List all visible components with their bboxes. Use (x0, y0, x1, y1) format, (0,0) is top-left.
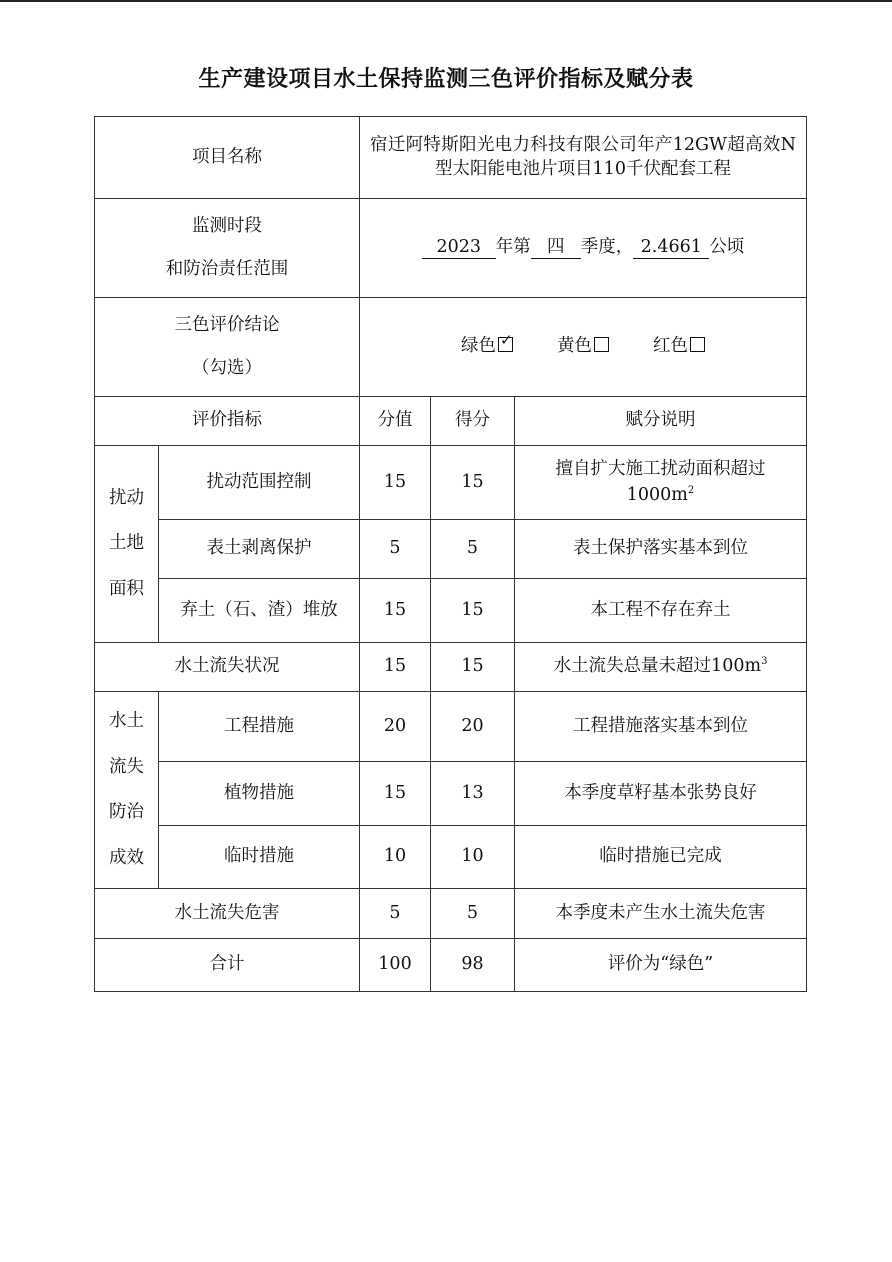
option-red-label: 红色 (653, 336, 688, 357)
conclusion-row (95, 298, 807, 397)
period-label (95, 199, 360, 298)
row-value: 5 (360, 889, 431, 939)
table-row (95, 446, 807, 520)
table-row (95, 692, 807, 762)
row-note (515, 446, 807, 520)
group-prevent-line: 水土 (109, 711, 144, 731)
row-name: 植物措施 (159, 762, 360, 826)
table-row (95, 643, 807, 692)
row-note: 临时措施已完成 (515, 826, 807, 889)
checkbox-green[interactable] (498, 331, 513, 352)
group-prevent-line: 防治 (109, 802, 144, 822)
header-indicator: 评价指标 (95, 397, 360, 446)
checkbox-red[interactable] (690, 337, 705, 352)
header-value: 分值 (360, 397, 431, 446)
group-disturb-label (95, 446, 159, 643)
option-yellow[interactable] (557, 334, 609, 359)
row-note: 本季度草籽基本张势良好 (515, 762, 807, 826)
row-note: 工程措施落实基本到位 (515, 692, 807, 762)
period-quarter: 四 (531, 238, 581, 258)
total-value: 100 (360, 939, 431, 992)
row-name: 水土流失危害 (95, 889, 360, 939)
table-row (95, 520, 807, 579)
row-name: 表土剥离保护 (159, 520, 360, 579)
row-note: 本季度未产生水土流失危害 (515, 889, 807, 939)
row-name: 扰动范围控制 (159, 446, 360, 520)
row-value: 20 (360, 692, 431, 762)
period-label-line2: 和防治责任范围 (165, 259, 289, 279)
period-value (360, 199, 807, 298)
group-prevent-label (95, 692, 159, 889)
table-row (95, 889, 807, 939)
row-value: 15 (360, 762, 431, 826)
group-disturb-line: 土地 (109, 533, 144, 554)
conclusion-label (95, 298, 360, 397)
group-disturb-line: 扰动 (109, 487, 144, 508)
page-title: 生产建设项目水土保持监测三色评价指标及赋分表 (198, 67, 694, 92)
conclusion-options (360, 298, 807, 397)
project-name: 宿迁阿特斯阳光电力科技有限公司年产12GW超高效N型太阳能电池片项目110千伏配套工程 (360, 117, 807, 199)
period-area-unit: 公顷 (709, 237, 745, 258)
total-score: 98 (431, 939, 515, 992)
period-label-line1: 监测时段 (192, 215, 262, 236)
checkbox-yellow[interactable] (594, 337, 609, 352)
row-note: 本工程不存在弃土 (515, 579, 807, 643)
period-quarter-suffix: 季度， (580, 237, 634, 258)
period-row (95, 199, 807, 298)
row-name: 工程措施 (159, 692, 360, 762)
group-disturb-line: 面积 (109, 578, 144, 599)
period-year-suffix: 年第 (495, 237, 531, 258)
total-note: 评价为“绿色” (515, 939, 807, 992)
row-value: 15 (360, 643, 431, 692)
row-score: 5 (431, 520, 515, 579)
row-score: 20 (431, 692, 515, 762)
total-label: 合计 (95, 939, 360, 992)
table-header-row (95, 397, 807, 446)
row-value: 15 (360, 579, 431, 643)
row-name: 弃土（石、渣）堆放 (159, 579, 360, 643)
page-top-border (0, 0, 892, 2)
row-note-text: 水土流失总量未超过100m (553, 656, 762, 677)
row-score: 13 (431, 762, 515, 826)
period-area: 2.4661 (633, 238, 709, 258)
row-score: 10 (431, 826, 515, 889)
row-score: 15 (431, 446, 515, 520)
row-value: 5 (360, 520, 431, 579)
row-name: 水土流失状况 (95, 643, 360, 692)
conclusion-label-line1: 三色评价结论 (174, 314, 280, 335)
row-name: 临时措施 (159, 826, 360, 889)
row-value: 10 (360, 826, 431, 889)
option-green[interactable] (461, 331, 513, 359)
row-score: 15 (431, 643, 515, 692)
total-row (95, 939, 807, 992)
row-score: 5 (431, 889, 515, 939)
table-row (95, 826, 807, 889)
row-score: 15 (431, 579, 515, 643)
table-row (95, 762, 807, 826)
header-score: 得分 (431, 397, 515, 446)
table-row (95, 579, 807, 643)
row-note (515, 643, 807, 692)
option-red[interactable] (653, 334, 705, 359)
period-year: 2023 (422, 238, 496, 258)
conclusion-label-line2: （勾选） (192, 358, 262, 378)
evaluation-table (94, 116, 807, 992)
row-note-sup: 3 (761, 656, 768, 668)
project-label: 项目名称 (95, 117, 360, 199)
option-green-label: 绿色 (461, 336, 496, 357)
row-note-sup: 2 (687, 484, 695, 496)
row-value: 15 (360, 446, 431, 520)
row-note-text: 擅自扩大施工扰动面积超过1000m (555, 459, 766, 505)
option-yellow-label: 黄色 (557, 336, 592, 357)
row-note: 表土保护落实基本到位 (515, 520, 807, 579)
checkmark-icon: ✓ (500, 331, 513, 350)
project-row (95, 117, 807, 199)
group-prevent-line: 流失 (109, 756, 144, 777)
header-note: 赋分说明 (515, 397, 807, 446)
group-prevent-line: 成效 (109, 847, 144, 868)
